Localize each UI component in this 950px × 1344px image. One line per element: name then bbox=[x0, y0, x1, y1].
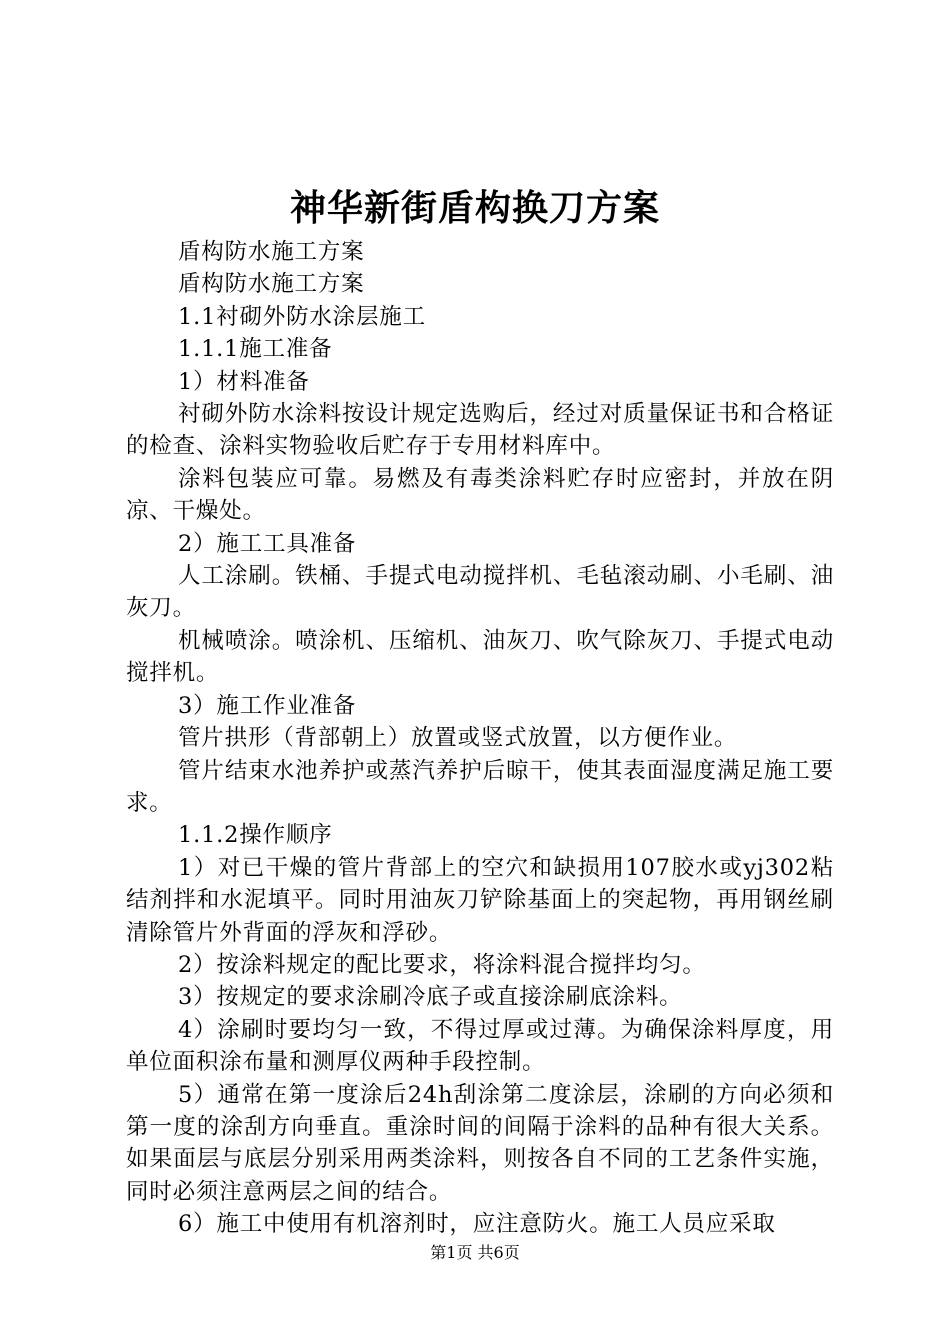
paragraph: 1.1.1施工准备 bbox=[178, 336, 333, 363]
paragraph: 1）材料准备 bbox=[178, 368, 310, 395]
paragraph: 4）涂刷时要均匀一致，不得过厚或过薄。为确保涂料厚度，用单位面积涂布量和测厚仪两种手段控制。 bbox=[126, 1016, 834, 1076]
page-footer: 第1页 共6页 bbox=[430, 1243, 520, 1262]
paragraph: 管片结束水池养护或蒸汽养护后晾干，使其表面湿度满足施工要求。 bbox=[126, 757, 834, 816]
paragraph: 衬砌外防水涂料按设计规定选购后，经过对质量保证书和合格证的检查、涂料实物验收后贮存于专用材料库中。 bbox=[126, 401, 834, 460]
paragraph: 1.1.2操作顺序 bbox=[178, 822, 333, 849]
paragraph: 管片拱形（背部朝上）放置或竖式放置，以方便作业。 bbox=[178, 725, 738, 752]
paragraph: 盾构防水施工方案 bbox=[178, 271, 365, 298]
paragraph: 涂料包装应可靠。易燃及有毒类涂料贮存时应密封，并放在阴凉、干燥处。 bbox=[126, 465, 834, 525]
paragraph: 人工涂刷。铁桶、手提式电动搅拌机、毛毡滚动刷、小毛刷、油灰刀。 bbox=[126, 563, 834, 622]
paragraph: 1.1衬砌外防水涂层施工 bbox=[178, 303, 426, 330]
paragraph: 3）按规定的要求涂刷冷底子或直接涂刷底涂料。 bbox=[178, 984, 683, 1011]
paragraph: 机械喷涂。喷涂机、压缩机、油灰刀、吹气除灰刀、手提式电动搅拌机。 bbox=[126, 627, 834, 687]
document-body bbox=[126, 236, 834, 1241]
paragraph: 1）对已干燥的管片背部上的空穴和缺损用107胶水或yj302粘结剂拌和水泥填平。同时用油灰刀铲除基面上的突起物，再用钢丝刷清除管片外背面的浮灰和浮砂。 bbox=[126, 854, 834, 946]
paragraph: 3）施工作业准备 bbox=[178, 692, 357, 719]
paragraph: 5）通常在第一度涂后24h刮涂第二度涂层，涂刷的方向必须和第一度的涂刮方向垂直。重涂时间的间隔于涂料的品种有很大关系。如果面层与底层分别采用两类涂料，则按各自不同的工艺条件实施，同时必须注意两层之间的结合。 bbox=[126, 1081, 834, 1205]
paragraph: 6）施工中使用有机溶剂时，应注意防火。施工人员应采取 bbox=[178, 1211, 776, 1238]
paragraph: 2）施工工具准备 bbox=[178, 530, 357, 557]
paragraph: 2）按涂料规定的配比要求，将涂料混合搅拌均匀。 bbox=[178, 951, 706, 978]
paragraph: 盾构防水施工方案 bbox=[178, 239, 365, 265]
document-title: 神华新街盾构换刀方案 bbox=[289, 187, 660, 229]
